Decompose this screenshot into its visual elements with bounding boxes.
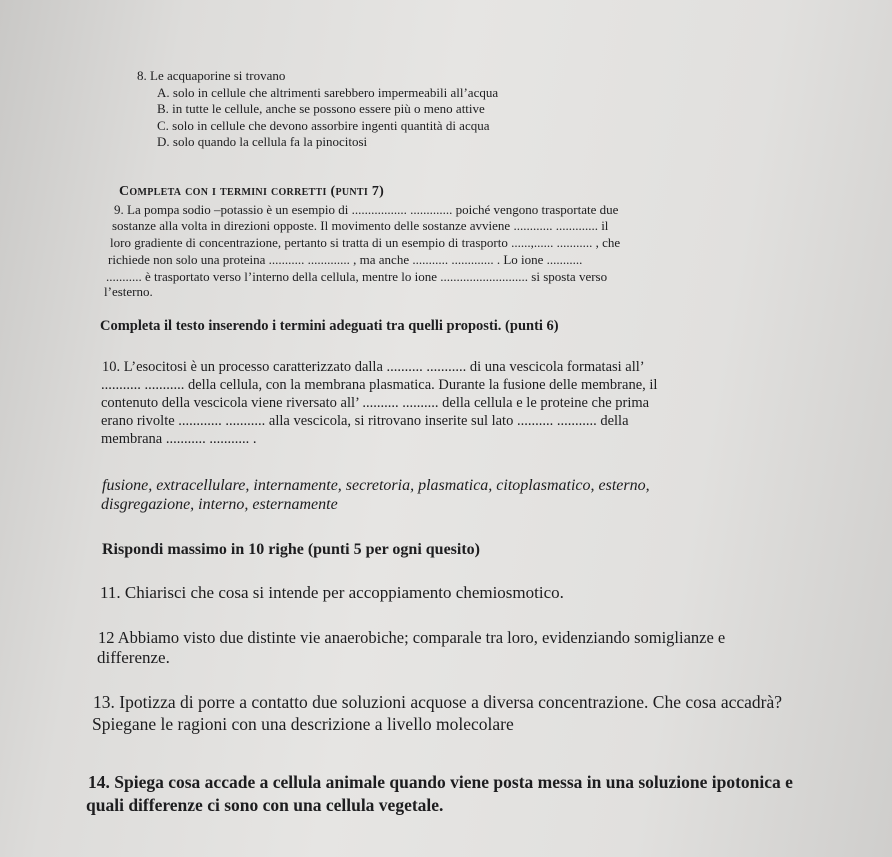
q8-option-a: A. solo in cellule che altrimenti sarebbero impermeabili all’acqua <box>157 85 499 100</box>
q9-line-6: l’esterno. <box>104 284 153 299</box>
q9-line-1: 9. La pompa sodio –potassio è un esempio di ................. ............. poiché vengono trasportate due <box>114 202 619 217</box>
section3-heading: Rispondi massimo in 10 righe (punti 5 per ogni quesito) <box>102 541 480 558</box>
q12-line-1: 12 Abbiamo visto due distinte vie anaerobiche; comparale tra loro, evidenziando somiglianze e <box>98 628 726 647</box>
q13-line-2: Spiegane le ragioni con una descrizione a livello molecolare <box>92 714 514 734</box>
q14-line-2: quali differenze ci sono con una cellula vegetale. <box>86 795 444 815</box>
q8-option-c: C. solo in cellule che devono assorbire ingenti quantità di acqua <box>157 118 490 133</box>
q14-line-1: 14. Spiega cosa accade a cellula animale quando viene posta messa in una soluzione ipotonica e <box>88 772 793 792</box>
q8-option-b: B. in tutte le cellule, anche se possono essere più o meno attive <box>157 101 485 116</box>
q9-line-4: richiede non solo una proteina ........... ............. , ma anche ........... ............. . Lo ione ........... <box>108 252 583 267</box>
q10-line-4: erano rivolte ............ ........... alla vescicola, si ritrovano inserite sul lato .......... ........... della <box>101 413 629 429</box>
q9-line-5: ........... è trasportato verso l’interno della cellula, mentre lo ione ........................... si sposta verso <box>106 269 608 284</box>
word-bank-line-2: disgregazione, interno, esternamente <box>101 496 338 513</box>
q8-stem: 8. Le acquaporine si trovano <box>137 68 286 83</box>
q10-line-3: contenuto della vescicola viene riversato all’ .......... .......... della cellula e le proteine che prima <box>101 395 650 411</box>
q12-line-2: differenze. <box>97 648 170 667</box>
word-bank-line-1: fusione, extracellulare, internamente, secretoria, plasmatica, citoplasmatico, esterno, <box>102 477 650 494</box>
section2-heading: Completa il testo inserendo i termini adeguati tra quelli proposti. (punti 6) <box>100 318 559 334</box>
q10-line-1: 10. L’esocitosi è un processo caratterizzato dalla .......... ........... di una vescicola formatasi all’ <box>102 359 645 375</box>
section1-heading: Completa con i termini corretti (punti 7) <box>119 184 385 199</box>
q9-line-2: sostanze alla volta in direzioni opposte. Il movimento delle sostanze avviene ............ ............. il <box>112 218 609 233</box>
q8-option-d: D. solo quando la cellula fa la pinocitosi <box>157 134 368 149</box>
q13-line-1: 13. Ipotizza di porre a contatto due soluzioni acquose a diversa concentrazione. Che cosa accadrà? <box>93 692 782 712</box>
q10-line-2: ........... ........... della cellula, con la membrana plasmatica. Durante la fusione delle membrane, il <box>101 377 658 393</box>
q9-line-3: loro gradiente di concentrazione, pertanto si tratta di un esempio di trasporto ......,...... ........... , che <box>110 235 621 250</box>
q11-text: 11. Chiarisci che cosa si intende per accoppiamento chemiosmotico. <box>100 583 564 602</box>
q10-line-5: membrana ........... ........... . <box>101 431 257 447</box>
